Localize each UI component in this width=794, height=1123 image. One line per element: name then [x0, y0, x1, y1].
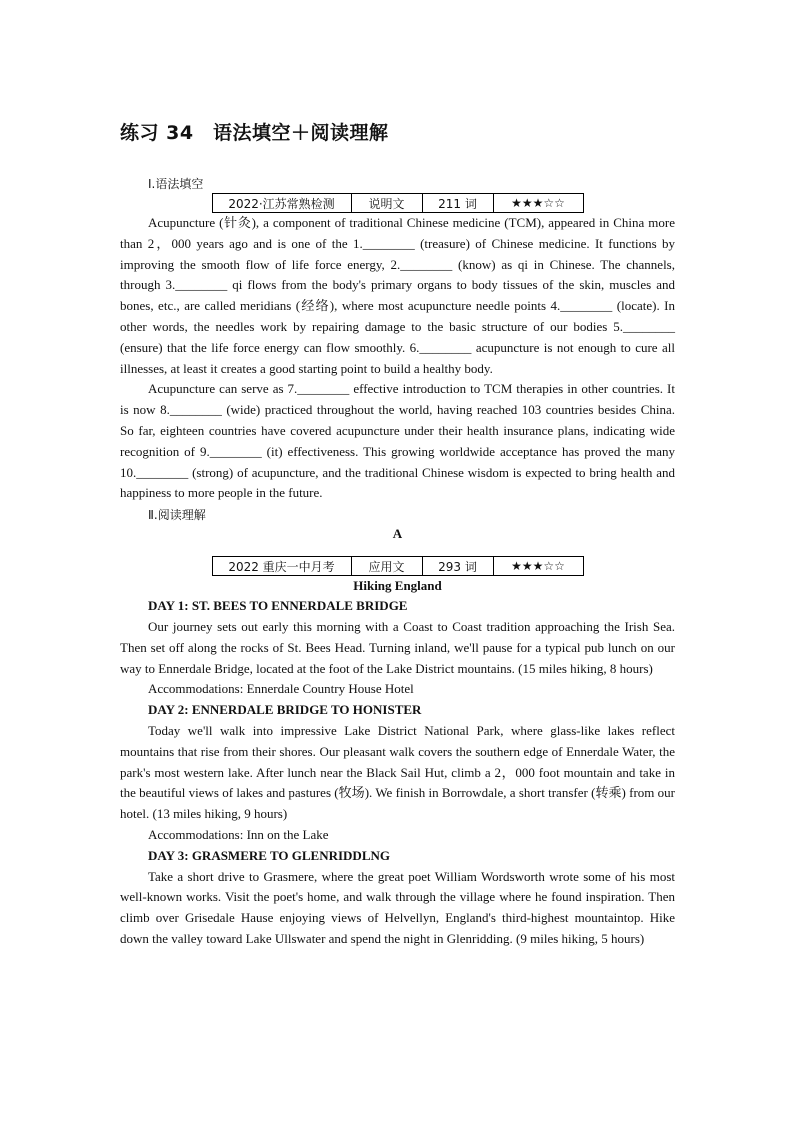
accommodation: Accommodations: Inn on the Lake [148, 826, 329, 842]
section-label-grammar: Ⅰ.语法填空 [148, 177, 204, 191]
meta-genre: 说明文 [351, 194, 422, 213]
section-label-reading: Ⅱ.阅读理解 [148, 508, 206, 523]
meta-wordcount: 293 词 [422, 557, 493, 576]
accommodation: Accommodations: Ennerdale Country House Hotel [148, 681, 414, 697]
worksheet-page [120, 118, 675, 950]
meta-genre: 应用文 [351, 557, 422, 576]
meta-table-reading [212, 556, 584, 576]
paragraph: Acupuncture can serve as 7.________ effective introduction to TCM therapies in other countries. It is now 8.________ (wide) practiced throughout the world, having reached 103 countries besides China. So far, eighteen countries have covered acupuncture under their health insurance plans, indicating wide recognition of 9.________ (it) effectiveness. This growing worldwide acceptance has proved the many 10.________ (strong) of acupuncture, and the traditional Chinese wisdom is expected to bring health and happiness to more people in the future. [120, 381, 675, 501]
day-text: Today we'll walk into impressive Lake District National Park, where glass-like lakes reflect mountains that rise from their shores. Our pleasant walk covers the southern edge of Ennerdale Water, the park's most western lake. After lunch near the Black Sail Hut, climb a 2，000 foot mountain and take in the beautiful views of lakes and pastures (牧场). We finish in Borrowdale, a short transfer (转乘) from our hotel. (13 miles hiking, 9 hours) [120, 722, 675, 822]
article-title: Hiking England [353, 578, 442, 594]
passage-letter: A [392, 526, 403, 542]
meta-difficulty: ★★★☆☆ [493, 557, 583, 576]
day-heading: DAY 1: ST. BEES TO ENNERDALE BRIDGE [148, 598, 408, 614]
meta-source: 2022 重庆一中月考 [212, 557, 351, 576]
page-title: 练习 34 语法填空＋阅读理解 [120, 122, 389, 144]
day-text: Our journey sets out early this morning with a Coast to Coast tradition approaching the Irish Sea. Then set off along the rocks of St. Bees Head. Turning inland, we'll pause for a typical pub lunch on our way to Ennerdale Bridge, located at the foot of the Lake District mountains. (15 miles hiking, 8 hours) [120, 618, 675, 676]
meta-wordcount: 211 词 [422, 194, 493, 213]
day-text: Take a short drive to Grasmere, where the great poet William Wordsworth wrote some of his most well-known works. Visit the poet's home, and walk through the village where he found inspiration. Then climb over Grisedale Hause enjoying views of Helvellyn, England's third-highest mountaintop. Hike down the valley toward Lake Ullswater and spend the night in Glenridding. (9 miles hiking, 5 hours) [120, 868, 675, 946]
day-heading: DAY 2: ENNERDALE BRIDGE TO HONISTER [148, 702, 422, 718]
paragraph: Acupuncture (针灸), a component of traditional Chinese medicine (TCM), appeared in China more than 2，000 years ago and is one of the 1.________ (treasure) of Chinese medicine. It functions by improving the smooth flow of life force energy, 2.________ (know) as qi in Chinese. The channels, through 3.________ qi flows from the body's primary organs to body tissues of the skin, muscles and bones, etc., are called meridians (经络), where most acupuncture needle points 4.________ (locate). In other words, the needles work by repairing damage to the basic structure of our bodies 5.________ (ensure) that the life force energy can flow smoothly. 6.________ acupuncture is not enough to cure all illnesses, at least it creates a good starting point to build a healthy body. [120, 215, 675, 376]
meta-table-grammar [212, 193, 584, 213]
day-heading: DAY 3: GRASMERE TO GLENRIDDLNG [148, 847, 390, 863]
meta-difficulty: ★★★☆☆ [493, 194, 583, 213]
meta-source: 2022·江苏常熟检测 [212, 194, 351, 213]
